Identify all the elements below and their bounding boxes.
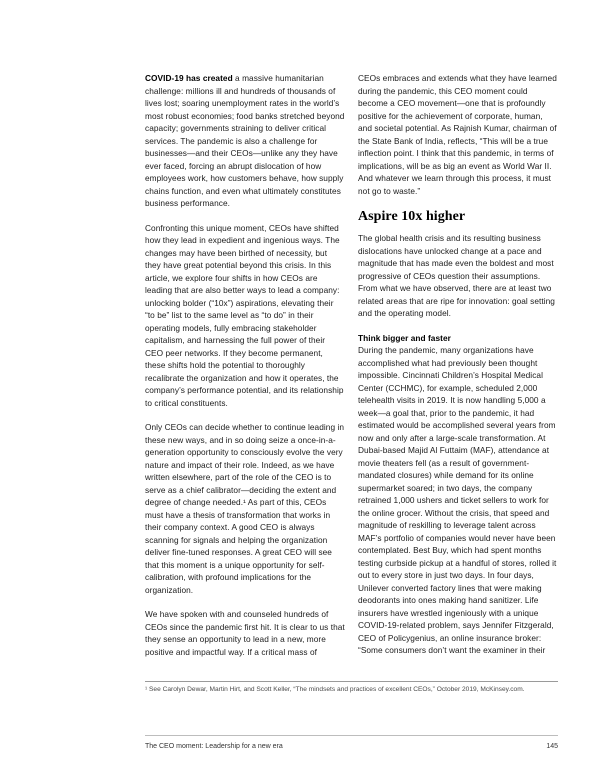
paragraph-pandemic-examples: During the pandemic, many organizations have accomplished what had previously been thought impossible. Cincinnati Children’s Hospital Medical Center (CCHMC), for example, scheduled 2,000 telehealth visits in 2019. It is now handling 5,000 a week—a goal that, prior to the pandemic, it had estimated would be accomplished several years from now and only after a large-scale transformation. At Dubai-based Majid Al Futtaim (MAF), attendance at movie theaters fell (as a result of government-mandated closures) while demand for its online supermarket soared; in two days, the company retrained 1,000 ushers and ticket sellers to work for the online grocer. Without the crisis, that speed and magnitude of reskilling to leverage talent across MAF’s portfolio of companies would never have been contemplated. Best Buy, which had spent months testing curbside pickup at a handful of stores, rolled it out to every store in just two days. In four days, Unilever converted factory lines that were making deodorants into ones making hand sanitizer. Life insurers have wrestled ingeniously with a unique COVID-19-related problem, says Jennifer Fitzgerald, CEO of Policygenius, an online insurance broker: “Some consumers don’t want the examiner in their [358, 345, 557, 655]
article-body [145, 72, 558, 658]
paragraph-spoken-with-ceos: We have spoken with and counseled hundreds of CEOs since the pandemic first hit. It is clear to us that they sense an opportunity to lead in a new, more positive and impactful way. If a critical mass of [145, 609, 345, 657]
paragraph-global-health-crisis: The global health crisis and its resulting business dislocations have unlocked change at a pace and magnitude that has made even the boldest and most progressive of CEOs question their assumptions. From what we have observed, there are at least two related areas that are ripe for innovation: goal setting and the operating model. [358, 233, 555, 318]
paragraph-lead-text: COVID-19 has created [145, 73, 233, 83]
footnote-section [145, 681, 558, 694]
footnote-text: ¹ See Carolyn Dewar, Martin Hirt, and Scott Keller, “The mindsets and practices of excellent CEOs,” October 2019, McKinsey.com. [145, 686, 525, 693]
footer-row [145, 742, 558, 751]
paragraph-covid-intro [145, 72, 345, 210]
left-column [145, 72, 345, 658]
footnote-divider [145, 681, 558, 682]
footer-divider [145, 735, 558, 736]
page-footer [145, 735, 558, 751]
subheading-think-bigger: Think bigger and faster [358, 332, 451, 343]
paragraph-ceo-movement: CEOs embraces and extends what they have learned during the pandemic, this CEO moment could become a CEO movement—one that is profoundly positive for the achievement of corporate, human, and societal potential. As Rajnish Kumar, chairman of the State Bank of India, reflects, “This will be a true inflection point. I think that this pandemic, in terms of implications, will be as big an event as World War II. And whatever we learn through this process, it must not go to waste.” [358, 73, 557, 196]
running-footer-title: The CEO moment: Leadership for a new era [145, 743, 283, 750]
paragraph-only-ceos: Only CEOs can decide whether to continue leading in these new ways, and in so doing seize a once-in-a-generation opportunity to consciously evolve the very nature and impact of their role. Indeed, as we have written elsewhere, part of the role of the CEO is to serve as a chief calibrator—deciding the extent and degree of change needed.¹ As part of this, CEOs must have a thesis of transformation that works in their company context. A good CEO is always scanning for signals and helping the organization deliver fine-tuned responses. A great CEO will see that this moment is a unique opportunity for self-calibration, with profound implications for the organization. [145, 422, 345, 595]
paragraph-confronting-moment: Confronting this unique moment, CEOs have shifted how they lead in expedient and ingenious ways. The changes may have been birthed of necessity, but they have great potential beyond this crisis. In this article, we explore four shifts in how CEOs are leading that are also better ways to lead a company: unlocking bolder (“10x”) aspirations, elevating their “to be” list to the same level as “to do” in their operating models, fully embracing stakeholder capitalism, and harnessing the full power of their CEO peer networks. If they become permanent, these shifts hold the potential to thoroughly recalibrate the organization and how it operates, the company’s performance potential, and its relationship to critical constituents. [145, 222, 344, 408]
paragraph-body-text: a massive humanitarian challenge: millions ill and hundreds of thousands of lives lost; soaring unemployment rates in the world’s most robust economies; food banks stretched beyond capacity; governments straining to deliver critical services. The pandemic is also a challenge for businesses—and their CEOs—unlike any they have ever faced, forcing an abrupt dislocation of how employees work, how customers behave, how supply chains function, and even what ultimately constitutes business performance. [145, 73, 345, 208]
page-number: 145 [546, 743, 558, 750]
right-column [358, 72, 558, 658]
section-heading-aspire: Aspire 10x higher [358, 209, 466, 224]
